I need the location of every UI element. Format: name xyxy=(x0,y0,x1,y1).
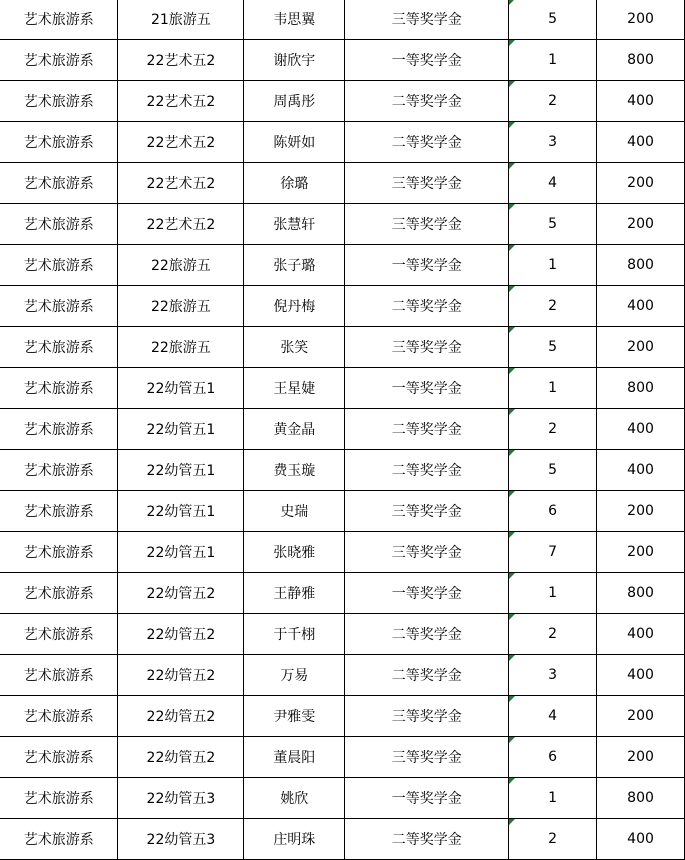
error-indicator-icon xyxy=(509,40,515,46)
department-cell[interactable] xyxy=(0,532,118,573)
rank-text: 6 xyxy=(548,503,558,519)
class-cell[interactable] xyxy=(118,0,244,40)
class-text: 22幼管五3 xyxy=(146,791,216,807)
award-text: 一等奖学金 xyxy=(391,258,462,274)
rank-cell[interactable] xyxy=(509,737,597,778)
award-cell[interactable] xyxy=(345,40,509,81)
amount-cell[interactable] xyxy=(597,204,685,245)
class-text: 22幼管五1 xyxy=(146,504,216,520)
award-text: 三等奖学金 xyxy=(391,340,462,356)
error-indicator-icon xyxy=(509,409,515,415)
amount-cell[interactable] xyxy=(597,327,685,368)
table-row xyxy=(0,409,685,450)
class-cell[interactable] xyxy=(118,696,244,737)
rank-text: 1 xyxy=(548,790,558,806)
student-name-text: 于千栩 xyxy=(273,627,316,643)
award-cell[interactable] xyxy=(345,491,509,532)
award-cell[interactable] xyxy=(345,163,509,204)
rank-cell[interactable] xyxy=(509,573,597,614)
department-cell[interactable] xyxy=(0,327,118,368)
amount-text: 400 xyxy=(627,462,654,478)
department-cell[interactable] xyxy=(0,40,118,81)
amount-text: 200 xyxy=(627,216,654,232)
rank-cell[interactable] xyxy=(509,532,597,573)
table-row xyxy=(0,573,685,614)
class-cell[interactable] xyxy=(118,819,244,860)
rank-text: 5 xyxy=(548,216,558,232)
class-text: 22幼管五1 xyxy=(146,463,216,479)
department-cell[interactable] xyxy=(0,122,118,163)
error-indicator-icon xyxy=(509,655,515,661)
rank-cell[interactable] xyxy=(509,204,597,245)
award-cell[interactable] xyxy=(345,122,509,163)
error-indicator-icon xyxy=(509,778,515,784)
table-row xyxy=(0,819,685,860)
rank-text: 2 xyxy=(548,93,558,109)
student-name-cell[interactable] xyxy=(244,286,345,327)
department-cell[interactable] xyxy=(0,491,118,532)
student-name-text: 史瑞 xyxy=(280,504,309,520)
student-name-cell[interactable] xyxy=(244,778,345,819)
amount-cell[interactable] xyxy=(597,409,685,450)
rank-cell[interactable] xyxy=(509,409,597,450)
student-name-cell[interactable] xyxy=(244,573,345,614)
student-name-text: 费玉璇 xyxy=(273,463,316,479)
amount-cell[interactable] xyxy=(597,696,685,737)
rank-cell[interactable] xyxy=(509,0,597,40)
class-text: 21旅游五 xyxy=(150,12,211,28)
amount-text: 200 xyxy=(627,749,654,765)
student-name-text: 张笑 xyxy=(280,340,309,356)
department-cell[interactable] xyxy=(0,737,118,778)
amount-cell[interactable] xyxy=(597,655,685,696)
department-text: 艺术旅游系 xyxy=(23,832,94,848)
amount-cell[interactable] xyxy=(597,778,685,819)
amount-text: 800 xyxy=(627,52,654,68)
award-cell[interactable] xyxy=(345,696,509,737)
class-text: 22幼管五1 xyxy=(146,422,216,438)
award-text: 二等奖学金 xyxy=(391,668,462,684)
student-name-cell[interactable] xyxy=(244,696,345,737)
class-cell[interactable] xyxy=(118,778,244,819)
rank-text: 7 xyxy=(548,544,558,560)
award-text: 三等奖学金 xyxy=(391,176,462,192)
student-name-cell[interactable] xyxy=(244,819,345,860)
amount-text: 800 xyxy=(627,790,654,806)
department-text: 艺术旅游系 xyxy=(23,504,94,520)
table-row xyxy=(0,368,685,409)
award-cell[interactable] xyxy=(345,532,509,573)
amount-text: 400 xyxy=(627,134,654,150)
student-name-cell[interactable] xyxy=(244,163,345,204)
award-text: 二等奖学金 xyxy=(391,832,462,848)
department-text: 艺术旅游系 xyxy=(23,750,94,766)
award-cell[interactable] xyxy=(345,327,509,368)
amount-cell[interactable] xyxy=(597,573,685,614)
class-cell[interactable] xyxy=(118,286,244,327)
department-text: 艺术旅游系 xyxy=(23,340,94,356)
error-indicator-icon xyxy=(509,163,515,169)
table-row xyxy=(0,40,685,81)
award-cell[interactable] xyxy=(345,614,509,655)
error-indicator-icon xyxy=(509,819,515,825)
student-name-text: 周禹彤 xyxy=(273,94,316,110)
award-cell[interactable] xyxy=(345,737,509,778)
amount-text: 400 xyxy=(627,667,654,683)
department-text: 艺术旅游系 xyxy=(23,217,94,233)
award-text: 一等奖学金 xyxy=(391,53,462,69)
award-text: 二等奖学金 xyxy=(391,463,462,479)
department-text: 艺术旅游系 xyxy=(23,709,94,725)
class-cell[interactable] xyxy=(118,532,244,573)
class-cell[interactable] xyxy=(118,450,244,491)
award-cell[interactable] xyxy=(345,655,509,696)
class-cell[interactable] xyxy=(118,614,244,655)
student-name-cell[interactable] xyxy=(244,245,345,286)
error-indicator-icon xyxy=(509,286,515,292)
student-name-cell[interactable] xyxy=(244,368,345,409)
department-text: 艺术旅游系 xyxy=(23,668,94,684)
award-text: 三等奖学金 xyxy=(391,709,462,725)
amount-cell[interactable] xyxy=(597,122,685,163)
amount-cell[interactable] xyxy=(597,368,685,409)
department-cell[interactable] xyxy=(0,409,118,450)
error-indicator-icon xyxy=(509,532,515,538)
table-row xyxy=(0,327,685,368)
error-indicator-icon xyxy=(509,491,515,497)
error-indicator-icon xyxy=(509,450,515,456)
amount-text: 200 xyxy=(627,503,654,519)
class-text: 22幼管五2 xyxy=(146,627,216,643)
department-cell[interactable] xyxy=(0,655,118,696)
student-name-text: 王星婕 xyxy=(273,381,316,397)
department-text: 艺术旅游系 xyxy=(23,12,94,28)
amount-text: 200 xyxy=(627,708,654,724)
amount-text: 400 xyxy=(627,626,654,642)
award-cell[interactable] xyxy=(345,368,509,409)
amount-cell[interactable] xyxy=(597,450,685,491)
rank-text: 1 xyxy=(548,585,558,601)
student-name-cell[interactable] xyxy=(244,81,345,122)
department-cell[interactable] xyxy=(0,450,118,491)
amount-cell[interactable] xyxy=(597,40,685,81)
award-cell[interactable] xyxy=(345,286,509,327)
class-cell[interactable] xyxy=(118,737,244,778)
class-text: 22旅游五 xyxy=(150,299,211,315)
table-row xyxy=(0,614,685,655)
student-name-cell[interactable] xyxy=(244,327,345,368)
error-indicator-icon xyxy=(509,573,515,579)
error-indicator-icon xyxy=(509,122,515,128)
rank-cell[interactable] xyxy=(509,614,597,655)
student-name-text: 黄金晶 xyxy=(273,422,316,438)
student-name-text: 徐璐 xyxy=(280,176,309,192)
department-text: 艺术旅游系 xyxy=(23,422,94,438)
error-indicator-icon xyxy=(509,368,515,374)
award-text: 三等奖学金 xyxy=(391,750,462,766)
department-text: 艺术旅游系 xyxy=(23,381,94,397)
table-row xyxy=(0,491,685,532)
class-text: 22幼管五1 xyxy=(146,381,216,397)
table-row xyxy=(0,122,685,163)
amount-text: 200 xyxy=(627,175,654,191)
amount-cell[interactable] xyxy=(597,81,685,122)
error-indicator-icon xyxy=(509,696,515,702)
class-cell[interactable] xyxy=(118,81,244,122)
amount-cell[interactable] xyxy=(597,819,685,860)
award-text: 二等奖学金 xyxy=(391,627,462,643)
amount-cell[interactable] xyxy=(597,614,685,655)
table-row xyxy=(0,163,685,204)
amount-text: 800 xyxy=(627,380,654,396)
rank-cell[interactable] xyxy=(509,696,597,737)
class-cell[interactable] xyxy=(118,655,244,696)
student-name-text: 尹雅雯 xyxy=(273,709,316,725)
error-indicator-icon xyxy=(509,245,515,251)
class-cell[interactable] xyxy=(118,573,244,614)
department-text: 艺术旅游系 xyxy=(23,176,94,192)
rank-cell[interactable] xyxy=(509,778,597,819)
student-name-cell[interactable] xyxy=(244,122,345,163)
department-text: 艺术旅游系 xyxy=(23,299,94,315)
award-text: 一等奖学金 xyxy=(391,586,462,602)
table-row xyxy=(0,245,685,286)
rank-cell[interactable] xyxy=(509,163,597,204)
error-indicator-icon xyxy=(509,204,515,210)
award-cell[interactable] xyxy=(345,0,509,40)
class-text: 22幼管五2 xyxy=(146,668,216,684)
student-name-cell[interactable] xyxy=(244,532,345,573)
amount-text: 200 xyxy=(627,339,654,355)
award-text: 三等奖学金 xyxy=(391,217,462,233)
student-name-text: 张子璐 xyxy=(273,258,316,274)
rank-text: 2 xyxy=(548,831,558,847)
error-indicator-icon xyxy=(509,327,515,333)
department-cell[interactable] xyxy=(0,614,118,655)
amount-text: 800 xyxy=(627,585,654,601)
class-text: 22幼管五2 xyxy=(146,750,216,766)
award-cell[interactable] xyxy=(345,204,509,245)
student-name-text: 倪丹梅 xyxy=(273,299,316,315)
class-text: 22旅游五 xyxy=(150,258,211,274)
error-indicator-icon xyxy=(509,81,515,87)
amount-cell[interactable] xyxy=(597,163,685,204)
award-cell[interactable] xyxy=(345,409,509,450)
rank-text: 3 xyxy=(548,667,558,683)
department-text: 艺术旅游系 xyxy=(23,135,94,151)
class-cell[interactable] xyxy=(118,40,244,81)
student-name-text: 张晓雅 xyxy=(273,545,316,561)
amount-cell[interactable] xyxy=(597,737,685,778)
department-cell[interactable] xyxy=(0,81,118,122)
class-cell[interactable] xyxy=(118,204,244,245)
class-text: 22艺术五2 xyxy=(146,94,216,110)
rank-cell[interactable] xyxy=(509,655,597,696)
amount-text: 200 xyxy=(627,544,654,560)
amount-text: 200 xyxy=(627,11,654,27)
student-name-text: 董晨阳 xyxy=(273,750,316,766)
award-text: 一等奖学金 xyxy=(391,381,462,397)
department-text: 艺术旅游系 xyxy=(23,627,94,643)
amount-text: 400 xyxy=(627,298,654,314)
table-row xyxy=(0,286,685,327)
class-cell[interactable] xyxy=(118,327,244,368)
rank-text: 2 xyxy=(548,298,558,314)
amount-cell[interactable] xyxy=(597,0,685,40)
award-cell[interactable] xyxy=(345,778,509,819)
award-text: 二等奖学金 xyxy=(391,135,462,151)
department-cell[interactable] xyxy=(0,778,118,819)
amount-text: 400 xyxy=(627,93,654,109)
student-name-text: 陈妍如 xyxy=(273,135,316,151)
table-row xyxy=(0,696,685,737)
rank-text: 4 xyxy=(548,708,558,724)
amount-cell[interactable] xyxy=(597,286,685,327)
student-name-text: 万易 xyxy=(280,668,309,684)
student-name-cell[interactable] xyxy=(244,204,345,245)
error-indicator-icon xyxy=(509,0,515,5)
rank-text: 5 xyxy=(548,339,558,355)
class-text: 22艺术五2 xyxy=(146,135,216,151)
amount-text: 800 xyxy=(627,257,654,273)
amount-cell[interactable] xyxy=(597,532,685,573)
class-text: 22旅游五 xyxy=(150,340,211,356)
department-text: 艺术旅游系 xyxy=(23,791,94,807)
class-cell[interactable] xyxy=(118,122,244,163)
table-row xyxy=(0,655,685,696)
department-cell[interactable] xyxy=(0,286,118,327)
amount-cell[interactable] xyxy=(597,491,685,532)
class-cell[interactable] xyxy=(118,245,244,286)
rank-text: 5 xyxy=(548,462,558,478)
student-name-cell[interactable] xyxy=(244,40,345,81)
award-cell[interactable] xyxy=(345,819,509,860)
class-cell[interactable] xyxy=(118,491,244,532)
amount-text: 400 xyxy=(627,831,654,847)
rank-cell[interactable] xyxy=(509,245,597,286)
table-row xyxy=(0,778,685,819)
department-cell[interactable] xyxy=(0,696,118,737)
class-text: 22幼管五2 xyxy=(146,586,216,602)
award-text: 一等奖学金 xyxy=(391,791,462,807)
class-cell[interactable] xyxy=(118,409,244,450)
table-row xyxy=(0,0,685,40)
class-text: 22幼管五3 xyxy=(146,832,216,848)
rank-cell[interactable] xyxy=(509,122,597,163)
class-cell[interactable] xyxy=(118,368,244,409)
rank-text: 1 xyxy=(548,380,558,396)
rank-text: 1 xyxy=(548,257,558,273)
table-row xyxy=(0,81,685,122)
class-text: 22艺术五2 xyxy=(146,217,216,233)
student-name-cell[interactable] xyxy=(244,491,345,532)
rank-text: 6 xyxy=(548,749,558,765)
student-name-cell[interactable] xyxy=(244,655,345,696)
rank-cell[interactable] xyxy=(509,81,597,122)
rank-cell[interactable] xyxy=(509,491,597,532)
class-cell[interactable] xyxy=(118,163,244,204)
department-cell[interactable] xyxy=(0,368,118,409)
error-indicator-icon xyxy=(509,737,515,743)
award-cell[interactable] xyxy=(345,450,509,491)
award-cell[interactable] xyxy=(345,573,509,614)
award-text: 三等奖学金 xyxy=(391,12,462,28)
department-cell[interactable] xyxy=(0,0,118,40)
department-text: 艺术旅游系 xyxy=(23,463,94,479)
department-cell[interactable] xyxy=(0,573,118,614)
table-row xyxy=(0,450,685,491)
class-text: 22艺术五2 xyxy=(146,176,216,192)
table-row xyxy=(0,737,685,778)
department-text: 艺术旅游系 xyxy=(23,586,94,602)
amount-cell[interactable] xyxy=(597,245,685,286)
rank-cell[interactable] xyxy=(509,286,597,327)
student-name-text: 庄明珠 xyxy=(273,832,316,848)
rank-text: 5 xyxy=(548,11,558,27)
award-text: 二等奖学金 xyxy=(391,94,462,110)
student-name-cell[interactable] xyxy=(244,409,345,450)
table-row xyxy=(0,532,685,573)
class-text: 22幼管五1 xyxy=(146,545,216,561)
table-row xyxy=(0,204,685,245)
award-text: 二等奖学金 xyxy=(391,422,462,438)
department-cell[interactable] xyxy=(0,819,118,860)
student-name-text: 张慧轩 xyxy=(273,217,316,233)
class-text: 22幼管五2 xyxy=(146,709,216,725)
department-text: 艺术旅游系 xyxy=(23,53,94,69)
student-name-text: 谢欣宇 xyxy=(273,53,316,69)
student-name-text: 韦思翼 xyxy=(273,12,316,28)
student-name-cell[interactable] xyxy=(244,450,345,491)
rank-text: 4 xyxy=(548,175,558,191)
department-text: 艺术旅游系 xyxy=(23,258,94,274)
rank-text: 2 xyxy=(548,626,558,642)
department-cell[interactable] xyxy=(0,204,118,245)
department-cell[interactable] xyxy=(0,163,118,204)
rank-text: 3 xyxy=(548,134,558,150)
award-text: 二等奖学金 xyxy=(391,299,462,315)
rank-cell[interactable] xyxy=(509,368,597,409)
rank-cell[interactable] xyxy=(509,327,597,368)
rank-cell[interactable] xyxy=(509,40,597,81)
award-cell[interactable] xyxy=(345,245,509,286)
amount-text: 400 xyxy=(627,421,654,437)
error-indicator-icon xyxy=(509,614,515,620)
department-cell[interactable] xyxy=(0,245,118,286)
student-name-text: 姚欣 xyxy=(280,791,309,807)
student-name-cell[interactable] xyxy=(244,0,345,40)
award-text: 三等奖学金 xyxy=(391,504,462,520)
department-text: 艺术旅游系 xyxy=(23,545,94,561)
rank-text: 1 xyxy=(548,52,558,68)
class-text: 22艺术五2 xyxy=(146,53,216,69)
department-text: 艺术旅游系 xyxy=(23,94,94,110)
student-name-cell[interactable] xyxy=(244,737,345,778)
award-text: 三等奖学金 xyxy=(391,545,462,561)
rank-text: 2 xyxy=(548,421,558,437)
rank-cell[interactable] xyxy=(509,819,597,860)
student-name-text: 王静雅 xyxy=(273,586,316,602)
student-name-cell[interactable] xyxy=(244,614,345,655)
award-cell[interactable] xyxy=(345,81,509,122)
rank-cell[interactable] xyxy=(509,450,597,491)
